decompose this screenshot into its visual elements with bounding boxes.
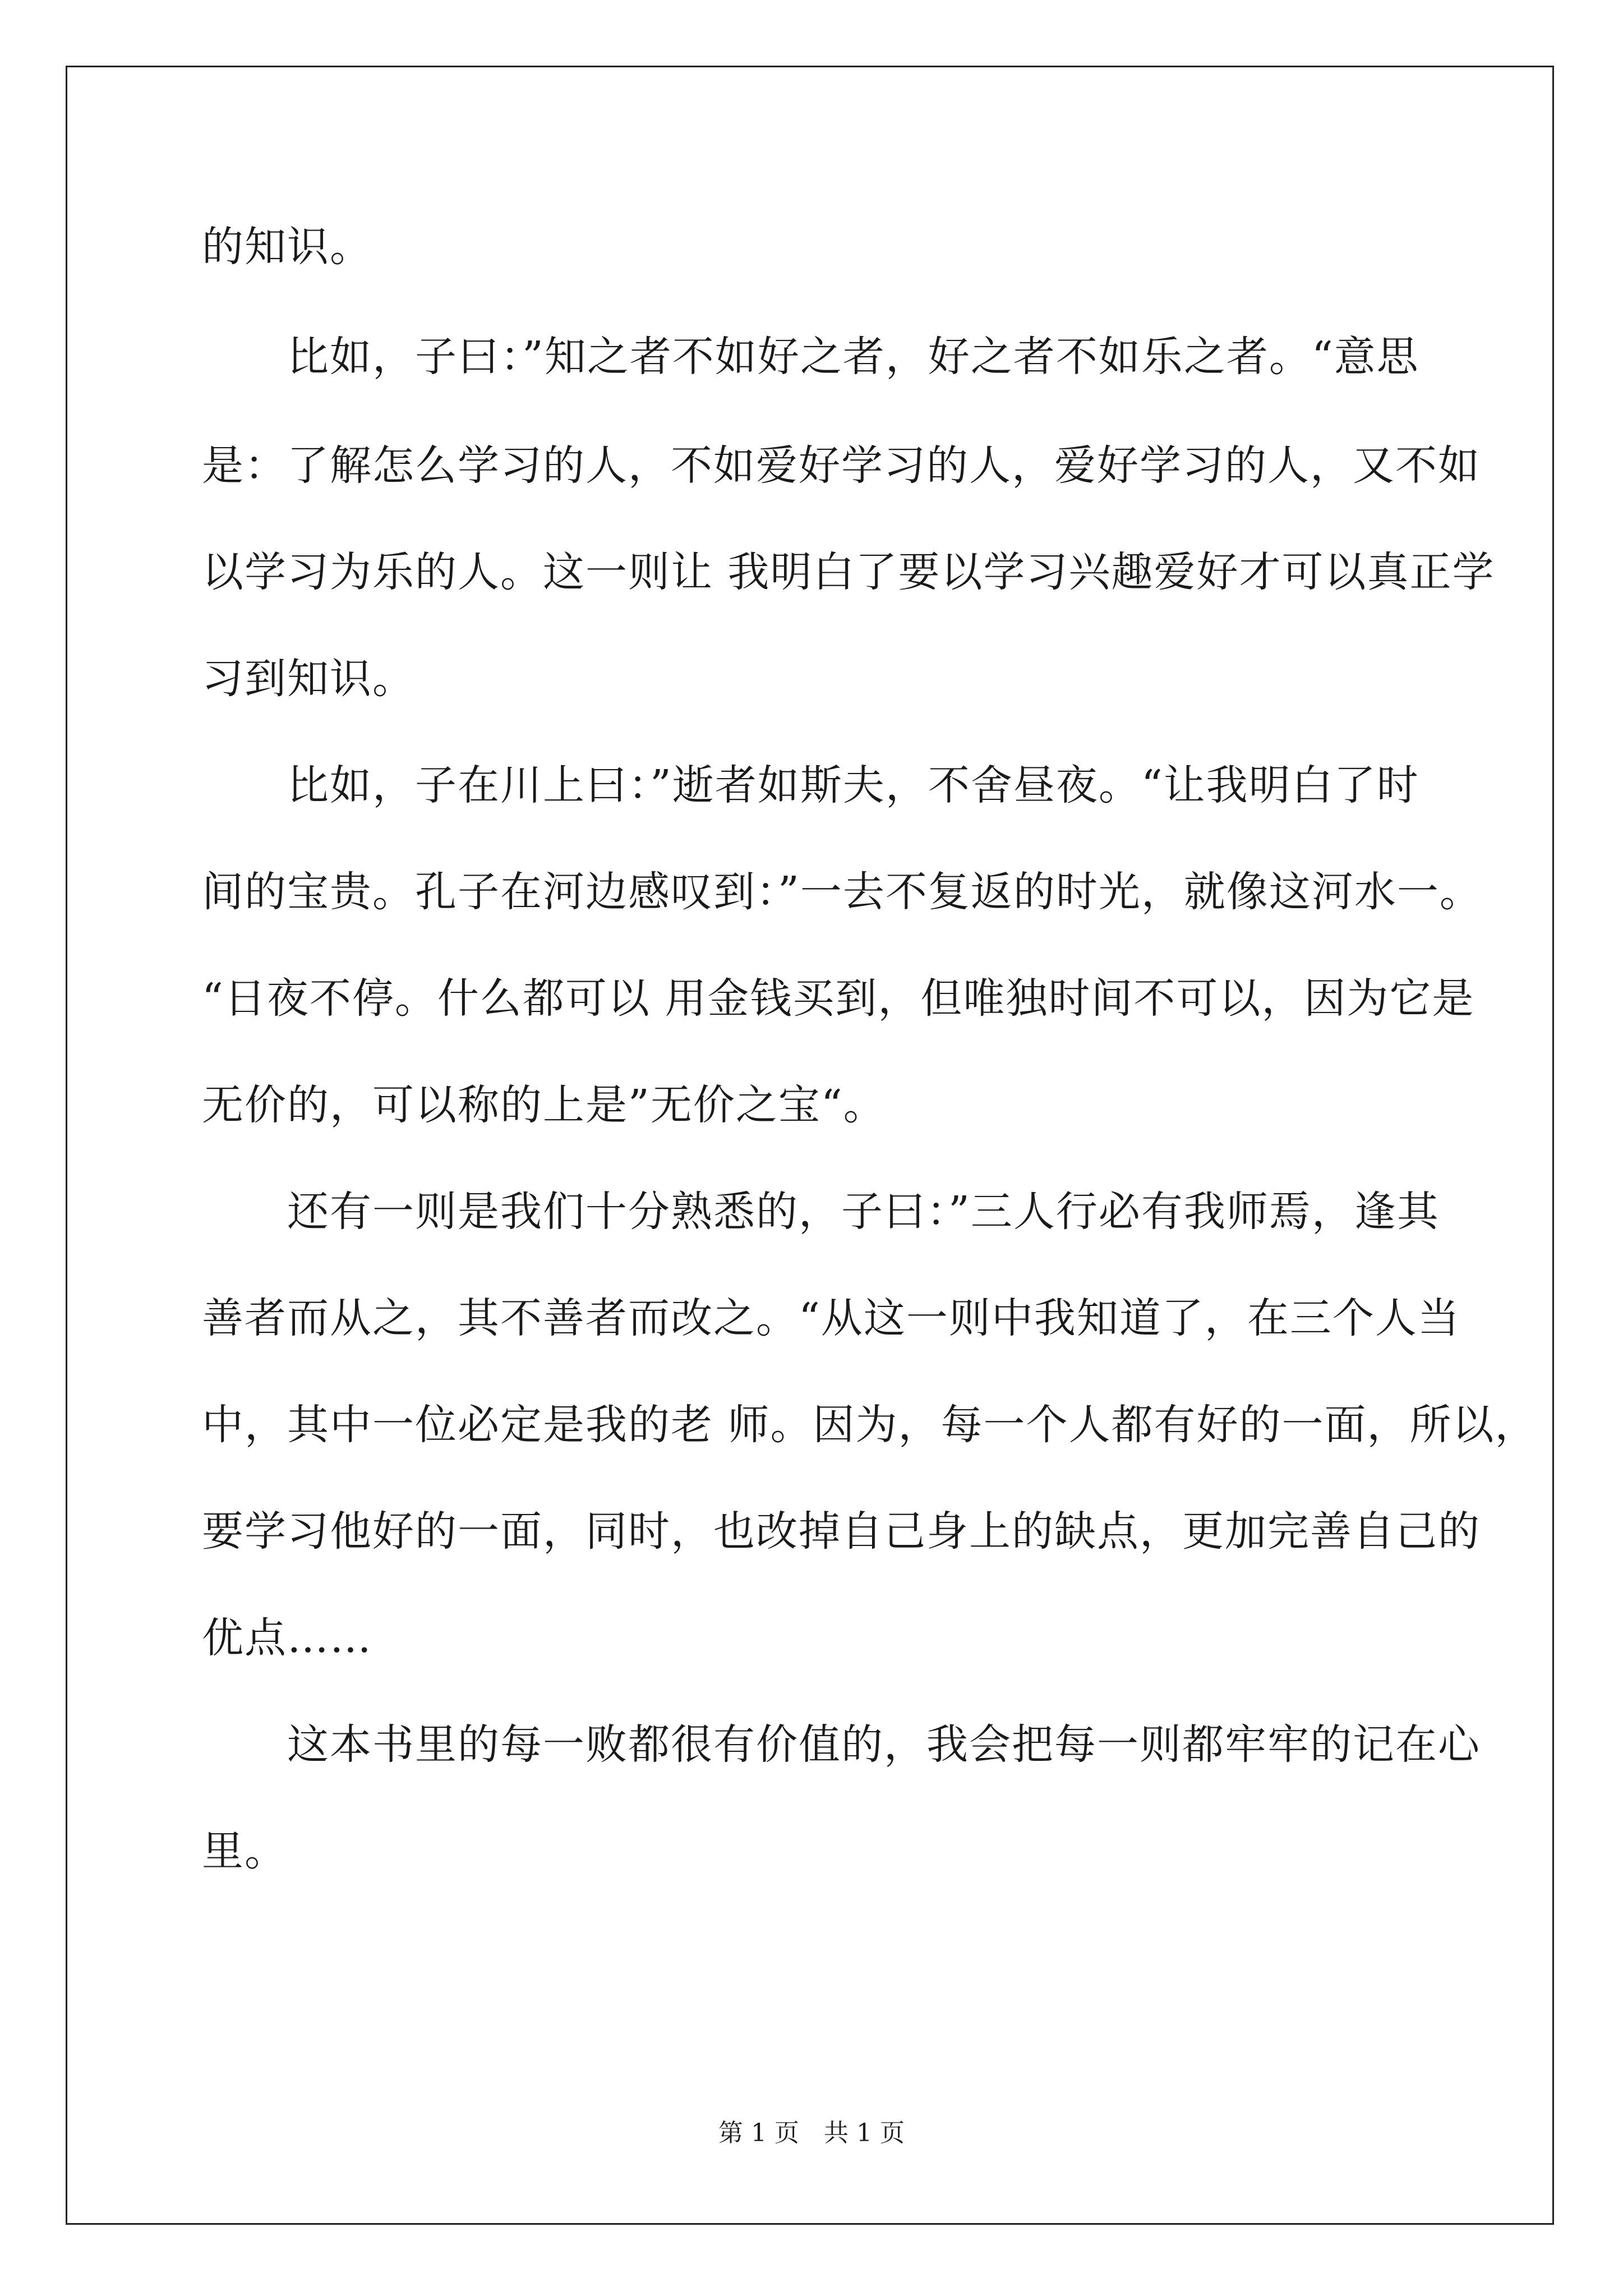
page-total: 共 1 页	[824, 2119, 905, 2147]
text-line: 这本书里的每一败都很有价值的，我会把每一则都牢牢的记在心	[202, 1720, 1481, 1769]
text-line: 还有一则是我们十分熟悉的，子曰：”三人行必有我师焉，逢其	[202, 1188, 1440, 1236]
text-line: “日夜不停。什么都可以 用金钱买到，但唯独时间不可以，因为它是	[202, 974, 1475, 1023]
page-footer	[0, 2116, 1623, 2150]
text-line: 是：了解怎么学习的人，不如爱好学习的人，爱好学习的人，又不如	[202, 441, 1481, 490]
text-line: 善者而从之，其不善者而改之。“从这一则中我知道了，在三个人当	[202, 1294, 1460, 1342]
text-line: 优点……	[202, 1614, 372, 1662]
text-line: 比如，子曰：”知之者不如好之者，好之者不如乐之者。“意思	[202, 333, 1419, 381]
page-border	[66, 66, 1554, 2225]
text-line: 要学习他好的一面，同时，也改掉自己身上的缺点，更加完善自己的	[202, 1507, 1481, 1556]
page-number: 第 1 页	[718, 2119, 799, 2147]
text-line: 习到知识。	[202, 655, 415, 703]
text-line: 的知识。	[202, 223, 372, 271]
text-line: 间的宝贵。孔子在河边感叹到：”一去不复返的时光，就像这河水一。	[202, 868, 1482, 916]
text-line: 无价的，可以称的上是”无价之宝“。	[202, 1081, 886, 1129]
text-line: 比如，子在川上曰：”逝者如斯夫，不舍昼夜。“让我明白了时	[202, 761, 1419, 809]
text-line: 以学习为乐的人。这一则让 我明白了要以学习兴趣爱好才可以真正学	[202, 548, 1495, 596]
text-line: 里。	[202, 1827, 287, 1875]
text-line: 中，其中一位必定是我的老 师。因为，每一个人都有好的一面，所以，	[202, 1401, 1538, 1449]
